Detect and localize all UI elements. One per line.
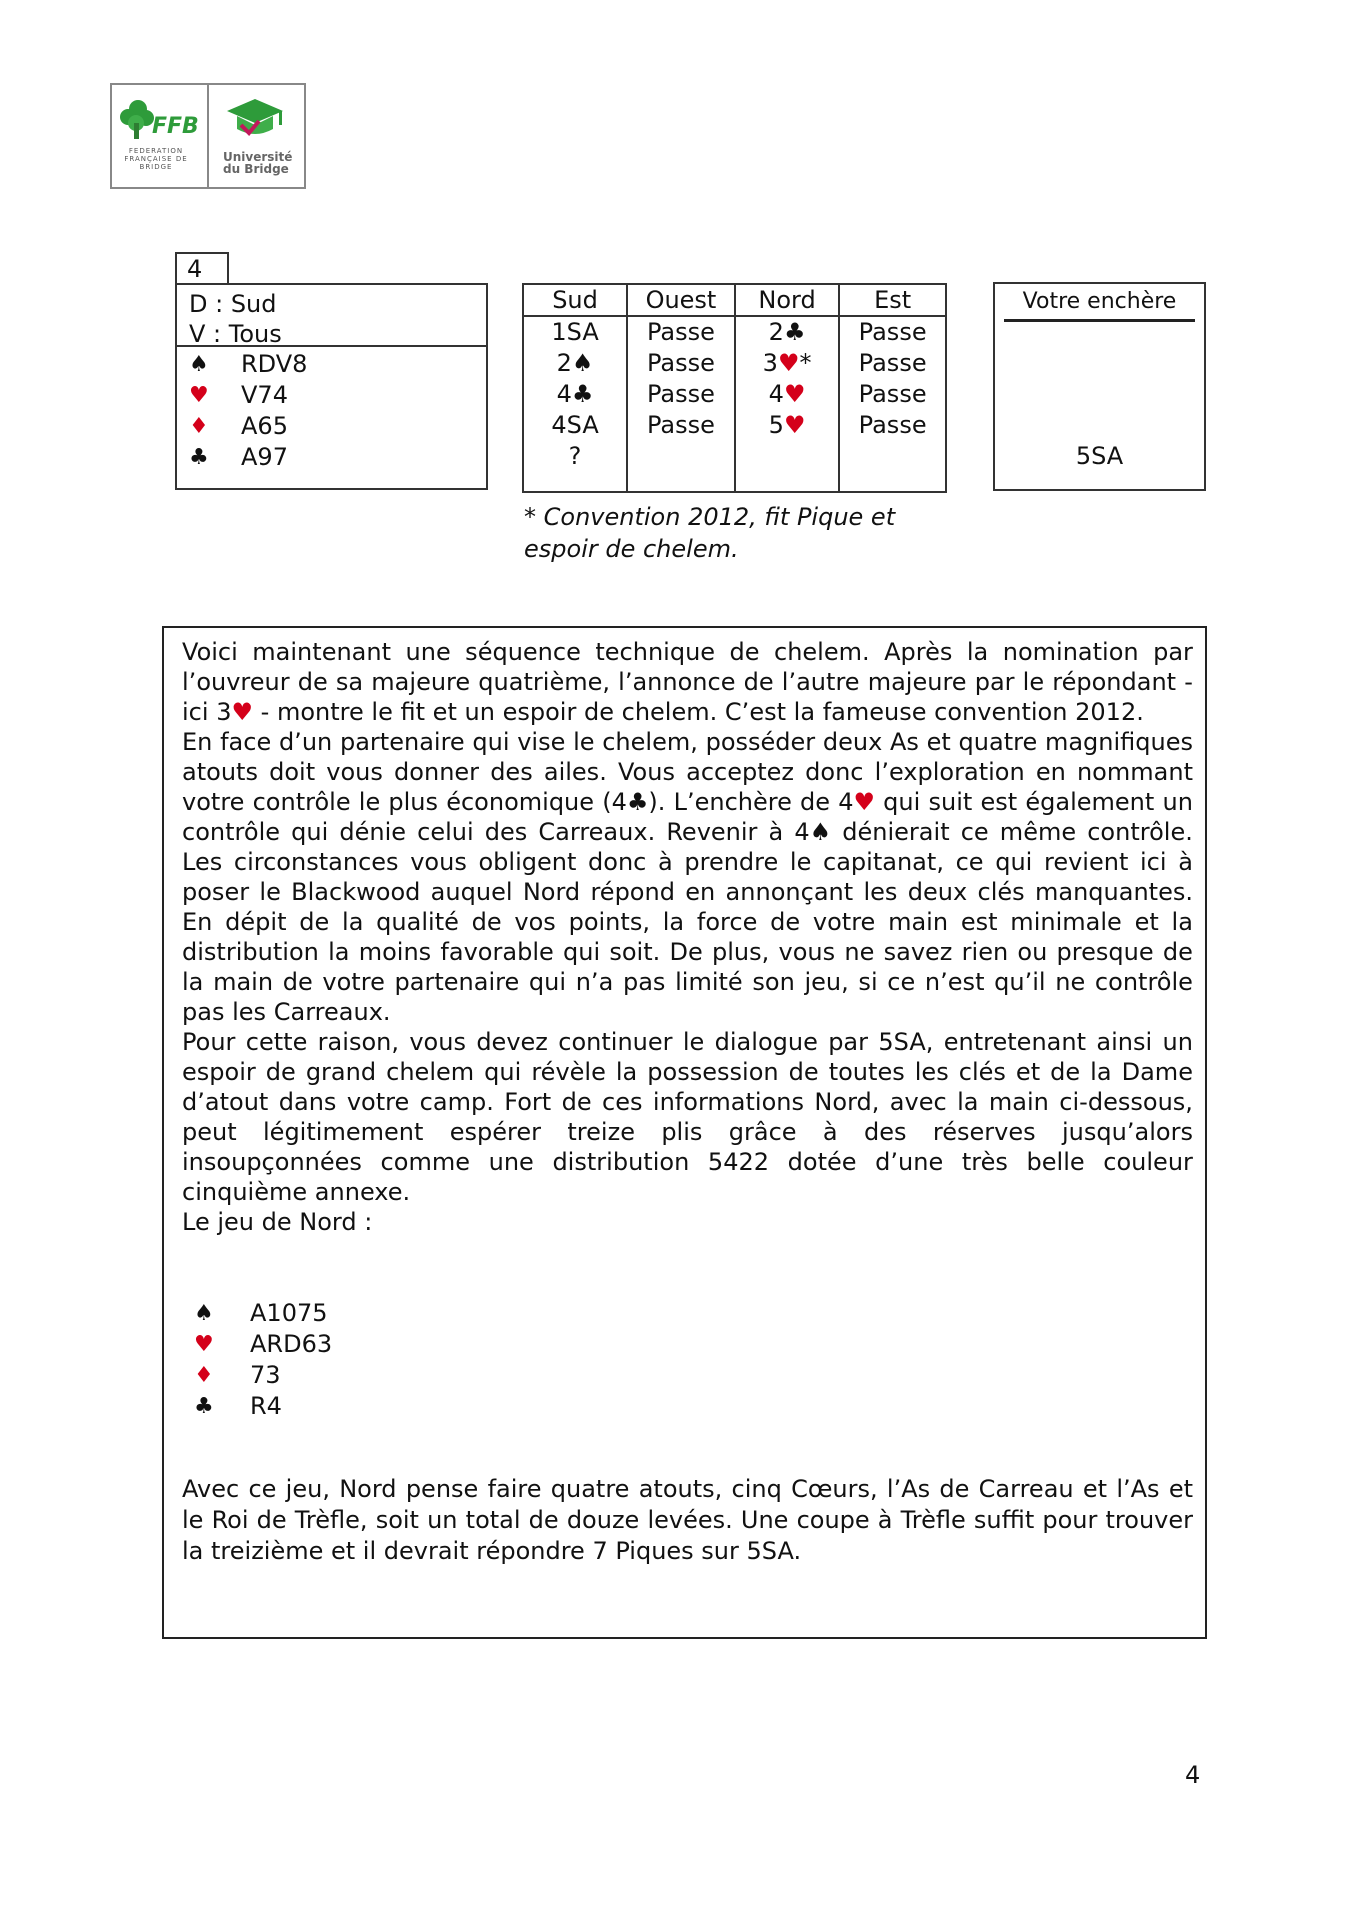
nord-row-hearts — [194, 1329, 332, 1360]
auction-cell-sud: 1SA — [523, 316, 627, 348]
nord-cards: ARD63 — [250, 1330, 333, 1358]
nord-cards: R4 — [250, 1392, 282, 1420]
heart-icon: ♥ — [194, 1332, 214, 1357]
auction-cell-sud: 2♠ — [523, 348, 627, 379]
heart-icon: ♥ — [783, 411, 806, 439]
universite-du-bridge-logo — [207, 85, 304, 187]
auction-cell-nord: 4♥ — [735, 379, 839, 410]
heart-icon: ♥ — [783, 380, 806, 408]
heart-icon: ♥ — [189, 383, 209, 408]
auction-cell-ouest: Passe — [627, 379, 735, 410]
bid-title: Votre enchère — [1022, 289, 1177, 314]
club-icon: ♣ — [626, 788, 649, 816]
commentary-paragraph-2: En face d’un partenaire qui vise le chelem, posséder deux As et quatre magnifques atouts doit vous donner des ailes. Vous acceptez donc l’exploration en nommant votre contrôle le plus économique (4♣). L’enchère de 4♥ qui suit est également un contrôle qui dénie celui des Carreaux. Revenir à 4♠ dénierait ce même contrôle. Les circonstances vous obligent donc à prendre le capitanat, ce qui revient ici à poser le Blackwood auquel Nord répond en annonçant les deux clés manquantes. En dépit de la qualité de vos points, la force de votre main est minimale et la distribution la moins favorable qui soit. De plus, vous ne savez rien ou presque de la main de votre partenaire qui n’a pas limité son jeu, si ce n’est qu’il ne contrôle pas les Carreaux. — [182, 728, 1194, 1026]
hand-row-spades — [177, 349, 486, 380]
ffb-letters: FFB — [152, 114, 199, 139]
spade-icon: ♠ — [571, 349, 594, 377]
ub-caption-2: du Bridge — [223, 162, 289, 176]
auction-cell-ouest: Passe — [627, 348, 735, 379]
nord-cards: 73 — [250, 1361, 281, 1389]
nord-hand-intro: Le jeu de Nord : — [182, 1208, 373, 1236]
deal-hand-box — [175, 283, 488, 490]
header-ouest: Ouest — [627, 284, 735, 316]
ffb-caption: FEDERATION FRANÇAISE DE BRIDGE — [124, 147, 188, 171]
heart-icon: ♥ — [777, 349, 800, 377]
bid-divider — [1004, 319, 1195, 322]
club-icon: ♣ — [189, 445, 209, 470]
nord-row-clubs — [194, 1391, 332, 1422]
auction-body — [523, 316, 946, 492]
auction-header-row — [523, 284, 946, 316]
auction-table — [522, 283, 947, 493]
auction-cell-est: Passe — [839, 410, 946, 441]
auction-cell-ouest: Passe — [627, 410, 735, 441]
auction-cell-sud: 4♣ — [523, 379, 627, 410]
ffb-logo — [112, 85, 207, 187]
commentary-text — [182, 637, 1193, 1237]
commentary-paragraph-1: Voici maintenant une séquence technique de chelem. Après la nomination par l’ouvreur de sa majeure quatrième, l’annonce de l’autre majeure par le répondant - ici 3♥ - montre le ft et un espoir de chelem. C’est la fameuse convention 2012. — [182, 638, 1193, 726]
graduation-cap-icon — [209, 89, 305, 149]
club-icon: ♣ — [194, 1394, 214, 1419]
hand-cards: V74 — [241, 381, 288, 409]
convention-note: * Convention 2012, fit Pique et espoir de chelem. — [524, 503, 896, 563]
header-sud: Sud — [523, 284, 627, 316]
diamond-icon: ♦ — [189, 414, 209, 439]
auction-cell-nord: 2♣ — [735, 316, 839, 348]
bid-answer-box — [993, 282, 1206, 491]
commentary-paragraph-3: Pour cette raison, vous devez continuer le dialogue par 5SA, entretenant ainsi un espoir de grand chelem qui révèle la possession de toutes les clés et de la Dame d’atout dans votre camp. Fort de ces informations Nord, avec la main ci-dessous, peut légitimement espérer treize plis grâce à des réserves jusqu’alors insoupçonnées comme une distribution 5422 dotée d’une très belle couleur cinquième annexe. — [182, 1028, 1193, 1206]
heart-icon: ♥ — [231, 698, 253, 726]
commentary-box — [162, 626, 1207, 1639]
heart-icon: ♥ — [853, 788, 875, 816]
nord-cards: A1075 — [250, 1299, 328, 1327]
commentary-conclusion: Avec ce jeu, Nord pense faire quatre atouts, cinq Cœurs, l’As de Carreau et l’As et le Roi de Trèfle, soit un total de douze levées. Une coupe à Trèfle suffit pour trouver la treizième et il devrait répondre 7 Piques sur 5SA. — [182, 1475, 1193, 1565]
nord-row-diamonds — [194, 1360, 332, 1391]
auction-cell-sud: ? — [523, 441, 627, 492]
auction-cell-est — [839, 441, 946, 492]
auction-cell-nord: 3♥* — [735, 348, 839, 379]
nord-hand — [194, 1298, 332, 1422]
dealer: D : Sud — [189, 290, 277, 318]
hand-row-hearts — [177, 380, 486, 411]
auction-row — [523, 379, 946, 410]
ub-caption-1: Université — [223, 150, 293, 164]
auction-cell-nord — [735, 441, 839, 492]
bid-value: 5SA — [1075, 442, 1124, 470]
vulnerability: V : Tous — [189, 320, 282, 348]
spade-icon: ♠ — [189, 352, 209, 377]
auction-row — [523, 316, 946, 348]
auction-cell-est: Passe — [839, 316, 946, 348]
auction-cell-sud: 4SA — [523, 410, 627, 441]
header-est: Est — [839, 284, 946, 316]
hand-cards: RDV8 — [241, 350, 308, 378]
auction-cell-ouest — [627, 441, 735, 492]
auction-cell-nord: 5♥ — [735, 410, 839, 441]
deal-number: 4 — [175, 252, 229, 284]
auction-row — [523, 441, 946, 492]
hand-cards: A97 — [241, 443, 288, 471]
page-number: 4 — [1185, 1761, 1201, 1789]
nord-row-spades — [194, 1298, 332, 1329]
deal-header — [177, 285, 486, 347]
hand-row-diamonds — [177, 411, 486, 442]
spade-icon: ♠ — [194, 1301, 214, 1326]
spade-icon: ♠ — [809, 818, 832, 846]
auction-cell-est: Passe — [839, 348, 946, 379]
ffb-universite-logo — [110, 83, 306, 189]
hand-cards: A65 — [241, 412, 288, 440]
ffb-tree-icon — [112, 89, 208, 149]
auction-cell-est: Passe — [839, 379, 946, 410]
club-icon: ♣ — [783, 318, 806, 346]
header-nord: Nord — [735, 284, 839, 316]
auction-row — [523, 348, 946, 379]
auction-row — [523, 410, 946, 441]
auction-cell-ouest: Passe — [627, 316, 735, 348]
club-icon: ♣ — [571, 380, 594, 408]
diamond-icon: ♦ — [194, 1363, 214, 1388]
hand-row-clubs — [177, 442, 486, 473]
